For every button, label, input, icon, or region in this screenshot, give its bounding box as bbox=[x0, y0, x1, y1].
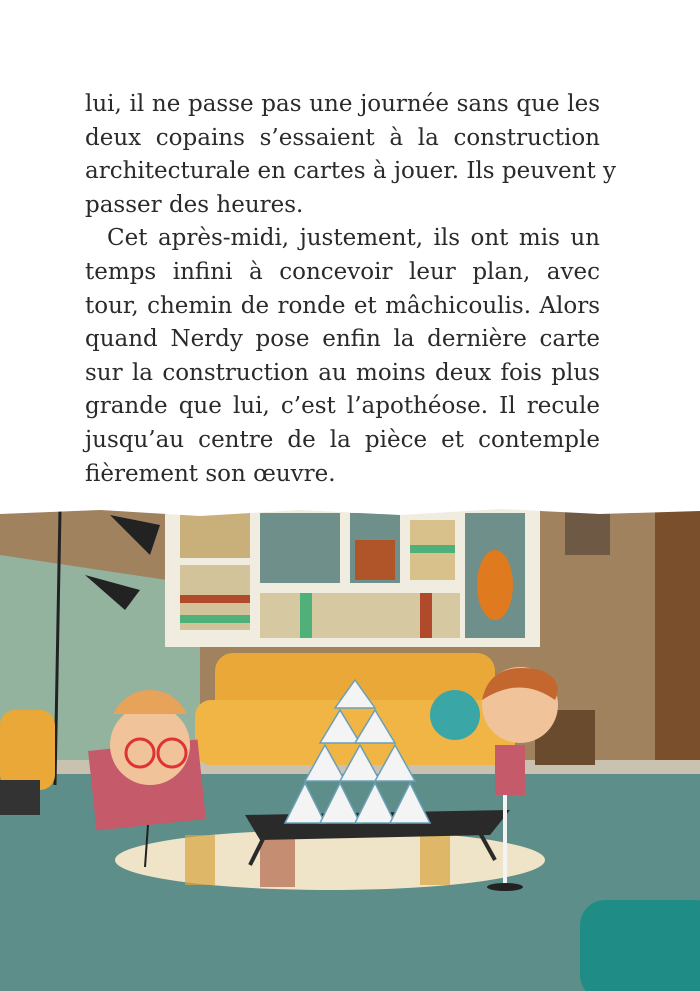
text-line: architecturale en cartes à jouer. Ils peuvent y bbox=[85, 158, 617, 185]
rug bbox=[115, 830, 545, 890]
paragraph-1 bbox=[85, 88, 617, 222]
text-line: jusqu’au centre de la pièce et contemple bbox=[85, 426, 600, 453]
illustration-art bbox=[0, 505, 700, 991]
armchair bbox=[580, 900, 700, 991]
text-line: fièrement son œuvre. bbox=[85, 460, 336, 487]
story-text bbox=[85, 88, 617, 491]
living-room-illustration bbox=[0, 505, 700, 991]
text-line: deux copains s’essaient à la construction bbox=[85, 124, 600, 151]
text-line: tour, chemin de ronde et mâchicoulis. Alors bbox=[85, 292, 600, 319]
frame bbox=[565, 510, 610, 555]
text-line: passer des heures. bbox=[85, 191, 304, 218]
text-line: temps infini à concevoir leur plan, avec bbox=[85, 258, 600, 285]
text-line: quand Nerdy pose enfin la dernière carte bbox=[85, 326, 600, 353]
text-line: Cet après-midi, justement, ils ont mis un bbox=[107, 225, 600, 252]
text-line: lui, il ne passe pas une journée sans que les bbox=[85, 91, 600, 117]
paragraph-2 bbox=[85, 222, 600, 491]
text-line: sur la construction au moins deux fois plus bbox=[85, 359, 600, 386]
door bbox=[655, 505, 700, 795]
text-line: grande que lui, c’est l’apothéose. Il recule bbox=[85, 393, 600, 420]
